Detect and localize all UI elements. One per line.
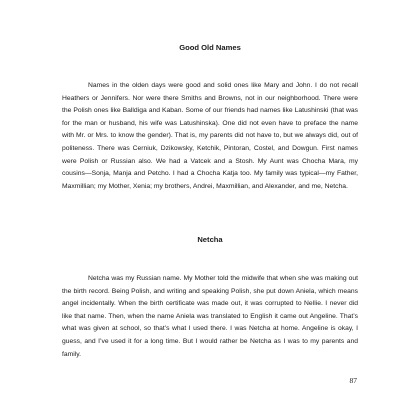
section-paragraph-good-old-names: Names in the olden days were good and solid ones like Mary and John. I do not recall Heathers or Jennifers. Nor were there Smiths and Browns, not in our neighborhood. There were the Polish ones like Balldiga and Kaban. Some of our friends had names like Latushinski (that was for the man or husband, his wife was Latushinska). One did not even have to preface the name with Mr. or Mrs. to know the gender). That is, my parents did not have to, but we always did, out of politeness. There was Cerniuk, Dzikowsky, Ketchik, Pintoran, Costel, and Dowgun. First names were Polish or Russian also. We had a Vatcek and a Stosh. My Aunt was Chocha Mara, my cousins—Sonja, Manja and Petcho. I had a Chocha Katja too. My family was typical—my Father, Maxmillian; my Mother, Xenia; my brothers, Andrei, Maxmillian, and Alexander, and me, Netcha. bbox=[62, 82, 358, 190]
section-title-netcha: Netcha bbox=[197, 235, 223, 244]
section-title-good-old-names: Good Old Names bbox=[179, 43, 241, 52]
page-number: 87 bbox=[349, 376, 357, 385]
section-paragraph-netcha: Netcha was my Russian name. My Mother told the midwife that when she was making out the birth record. Being Polish, and writing and speaking Polish, she put down Aniela, which means angel incidentally. When the birth certificate was made out, it was corrupted to Nellie. I never did like that name. Then, when the name Aniela was translated to English it came out Angeline. That’s what was given at school, so that’s what I used there. I was Netcha at home. Angeline is okay, I guess, and I’ve used it for a long time. But I would rather be Netcha as I was to my parents and family. bbox=[62, 275, 358, 358]
